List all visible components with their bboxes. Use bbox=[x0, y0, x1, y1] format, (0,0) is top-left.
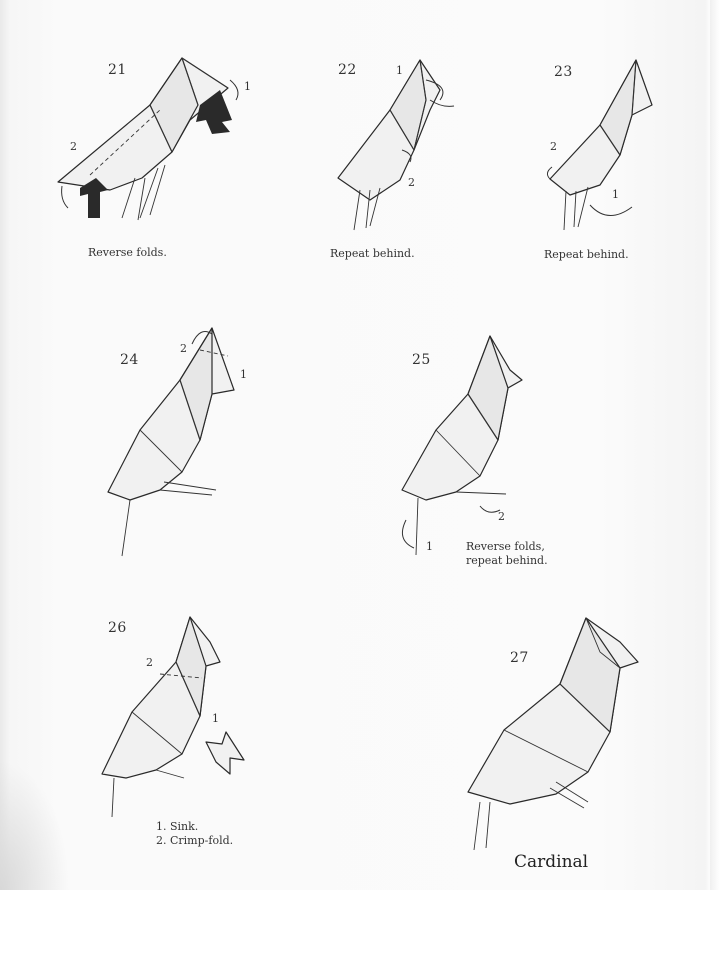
step-26-caption-line-2: 2. Crimp-fold. bbox=[156, 834, 234, 847]
step-25-caption-line-1: Reverse folds, bbox=[466, 540, 545, 553]
step-25-caption-line-2: repeat behind. bbox=[466, 554, 548, 567]
step-22-caption: Repeat behind. bbox=[330, 247, 415, 260]
step-23-caption: Repeat behind. bbox=[544, 248, 629, 261]
step-23-label-2: 2 bbox=[550, 140, 557, 153]
step-22-label-1: 1 bbox=[396, 64, 403, 77]
step-22-diagram bbox=[330, 50, 460, 240]
step-26-label-1: 1 bbox=[212, 712, 219, 725]
step-23-number: 23 bbox=[554, 64, 573, 80]
step-21-caption: Reverse folds. bbox=[88, 246, 167, 259]
step-25-caption bbox=[466, 540, 548, 568]
step-25-label-1: 1 bbox=[426, 540, 433, 553]
step-23-diagram bbox=[540, 55, 670, 245]
step-26-number: 26 bbox=[108, 620, 127, 636]
step-22-number: 22 bbox=[338, 62, 357, 78]
step-24-label-2: 2 bbox=[180, 342, 187, 355]
page-edge bbox=[710, 0, 720, 895]
step-21-label-1: 1 bbox=[244, 80, 251, 93]
step-25-diagram bbox=[396, 330, 536, 560]
step-25-number: 25 bbox=[412, 352, 431, 368]
step-26-caption-line-1: 1. Sink. bbox=[156, 820, 199, 833]
sink-detail-icon bbox=[206, 732, 244, 774]
step-21-label-2: 2 bbox=[70, 140, 77, 153]
step-24-number: 24 bbox=[120, 352, 139, 368]
step-26-label-2: 2 bbox=[146, 656, 153, 669]
step-22-label-2: 2 bbox=[408, 176, 415, 189]
step-26-diagram bbox=[96, 612, 256, 822]
page-curl-shadow bbox=[0, 760, 70, 890]
page-bottom-margin bbox=[0, 890, 720, 960]
step-21-number: 21 bbox=[108, 62, 127, 78]
step-25-label-2: 2 bbox=[498, 510, 505, 523]
step-26-caption bbox=[156, 820, 233, 848]
step-24-label-1: 1 bbox=[240, 368, 247, 381]
step-23-label-1: 1 bbox=[612, 188, 619, 201]
step-24-diagram bbox=[100, 320, 250, 560]
step-27-number: 27 bbox=[510, 650, 529, 666]
final-model-title: Cardinal bbox=[514, 852, 589, 872]
step-27-diagram bbox=[460, 612, 650, 862]
step-21-diagram bbox=[50, 50, 270, 230]
